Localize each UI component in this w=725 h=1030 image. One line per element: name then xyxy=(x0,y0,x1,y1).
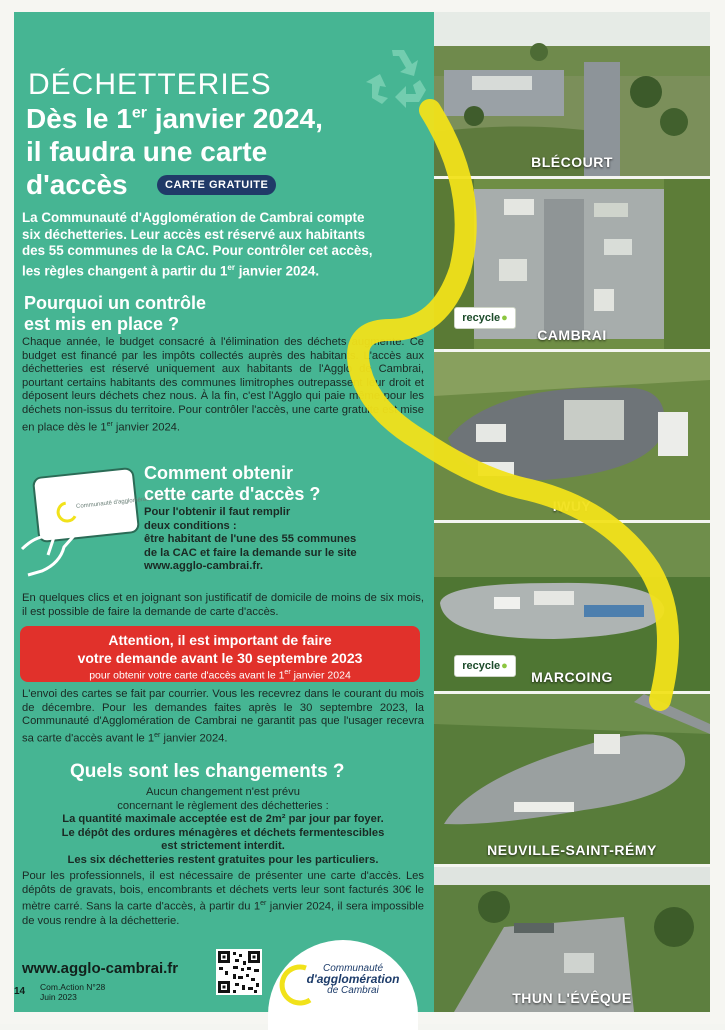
section-title-how xyxy=(144,463,320,505)
text-line: www.agglo-cambrai.fr. xyxy=(144,560,263,573)
aerial-photo-icon xyxy=(434,694,710,864)
intro-line: six déchetteries. Leur accès est réservé aux habitants xyxy=(22,226,366,242)
text-line: Pour l'obtenir il faut remplir xyxy=(144,506,291,518)
sup: er xyxy=(106,420,113,428)
title-line: est mis en place ? xyxy=(24,314,180,334)
text-line: Aucun changement n'est prévu xyxy=(146,786,300,798)
text: janvier 2024. xyxy=(112,421,180,434)
text: les règles changent à partir du 1 xyxy=(22,262,228,278)
text: Pour les professionnels, il est nécessaire de présenter une carte d'accès. Les dépôts de gravats, bois, encombrants et déchets verts leur sont facturés 30€ le mètre carré. Sans la carte d'accès, à partir du 1 xyxy=(22,870,424,913)
title-line: Pourquoi un contrôle xyxy=(24,293,206,313)
online-request-paragraph: En quelques clics et en joignant son justificatif de domicile de moins de six mois, il est possible de faire la demande de carte d'accès. xyxy=(22,592,424,618)
text: janvier 2024 xyxy=(290,669,351,682)
text: janvier 2024. xyxy=(160,732,228,745)
mail-paragraph xyxy=(22,688,424,746)
sup: er xyxy=(154,731,161,739)
site-photo-thun-leveque xyxy=(434,867,710,1012)
qr-code-icon xyxy=(216,949,262,995)
magazine-issue xyxy=(40,982,105,1002)
free-card-badge: CARTE GRATUITE xyxy=(157,175,276,195)
title-line: cette carte d'accès ? xyxy=(144,484,321,504)
title-text: Dès le 1 xyxy=(26,103,132,134)
access-card-icon xyxy=(18,467,189,587)
site-photo-neuville-saint-remy xyxy=(434,694,710,867)
text-line: de la CAC et faire la demande sur le site xyxy=(144,546,357,559)
alert-line: Attention, il est important de faire xyxy=(108,632,332,648)
site-label: THUN L'ÉVÊQUE xyxy=(512,990,632,1006)
text-line: être habitant de l'une des 55 communes xyxy=(144,533,357,546)
aerial-photo-icon xyxy=(434,352,710,520)
section-title-why xyxy=(24,293,206,335)
recycle-badge: recycle ● xyxy=(454,307,516,329)
text: janvier 2024, il sera impossible de vous rendre à la déchetterie. xyxy=(22,900,424,927)
article-panel xyxy=(14,12,434,1012)
sup: er xyxy=(260,900,267,908)
text-line: deux conditions : xyxy=(144,519,237,532)
aerial-photo-icon xyxy=(434,12,710,176)
recycle-badge: recycle ● xyxy=(454,655,516,677)
text-line: est strictement interdit. xyxy=(161,840,285,853)
site-label: BLÉCOURT xyxy=(531,154,613,170)
text: L'envoi des cartes se fait par courrier. Vous les recevrez dans le courant du mois de décembre. Pour les demandes faites après le 30 septembre 2023, la Communauté d'Agglomération de Cambrai ne garantit pas que l'usager recevra sa carte d'accès avant le 1 xyxy=(22,688,424,745)
photo-strip xyxy=(434,12,710,1012)
text-line: La quantité maximale acceptée est de 2m² par jour par foyer. xyxy=(62,813,384,826)
title-text: janvier 2024, xyxy=(146,103,323,134)
site-label: NEUVILLE-SAINT-RÉMY xyxy=(487,842,657,858)
card-icon-text: Communauté d'agglomération de Cambrai xyxy=(75,492,189,511)
text: pour obtenir votre carte d'accès avant le 1 xyxy=(89,669,285,682)
text-line: concernant le règlement des déchetteries : xyxy=(117,799,329,812)
page-number: 14 xyxy=(14,986,26,997)
sup: er xyxy=(284,669,291,676)
alert-line: votre demande avant le 30 septembre 2023 xyxy=(77,650,363,666)
intro-paragraph xyxy=(22,210,424,279)
site-photo-blecourt xyxy=(434,12,710,179)
sup: er xyxy=(227,262,235,272)
alert-line xyxy=(20,667,420,682)
website-link[interactable]: www.agglo-cambrai.fr xyxy=(22,960,179,977)
text-line: Juin 2023 xyxy=(40,992,77,1002)
agglo-logo xyxy=(298,963,408,996)
text-line: Le dépôt des ordures ménagères et déchets fermentescibles xyxy=(61,826,385,839)
title-text: d'accès xyxy=(26,169,128,200)
logo-line: de Cambrai xyxy=(327,985,379,996)
section-body-why xyxy=(22,336,424,435)
title-text: il faudra une carte xyxy=(26,136,268,167)
logo-line: d'agglomération xyxy=(306,972,400,986)
section-title-changes: Quels sont les changements ? xyxy=(70,761,345,782)
site-label: MARCOING xyxy=(531,669,613,685)
site-photo-marcoing xyxy=(434,523,710,694)
site-label: CAMBRAI xyxy=(537,327,607,343)
intro-line xyxy=(22,260,424,280)
intro-line: La Communauté d'Agglomération de Cambrai compte xyxy=(22,210,365,225)
text: Chaque année, le budget consacré à l'élimination des déchets augmente. Ce budget est financé par les impôts collectés auprès des habitants. L'accès aux déchetteries est réservé uniquement aux habitants de l'Agglo de Cambrai, pourtant certains habitants des communes limitrophes outrepassent leur droit et déposent leurs déchets chez nous. À la fin, c'est l'Agglo qui paie même pour les déchets non-issus du territoire. Pour contrôler l'accès, une carte gratuite est mise en place dès le 1 xyxy=(22,336,424,434)
text-line: Les six déchetteries restent gratuites pour les particuliers. xyxy=(67,853,379,866)
deadline-alert xyxy=(20,626,420,682)
text-line: Com.Action N°28 xyxy=(40,982,106,992)
site-photo-cambrai xyxy=(434,179,710,352)
changes-list xyxy=(22,786,424,868)
site-label: IWUY xyxy=(552,498,592,514)
title-line: Comment obtenir xyxy=(144,463,294,483)
logo-line: Communauté xyxy=(322,963,384,974)
text: janvier 2024. xyxy=(234,262,320,278)
intro-line: des 55 communes de la CAC. Pour contrôler cet accès, xyxy=(22,243,373,258)
kicker-title: DÉCHETTERIES xyxy=(28,68,272,101)
section-body-how xyxy=(144,506,424,574)
professionals-paragraph xyxy=(22,870,424,928)
site-photo-iwuy xyxy=(434,352,710,523)
title-sup: er xyxy=(131,104,147,122)
